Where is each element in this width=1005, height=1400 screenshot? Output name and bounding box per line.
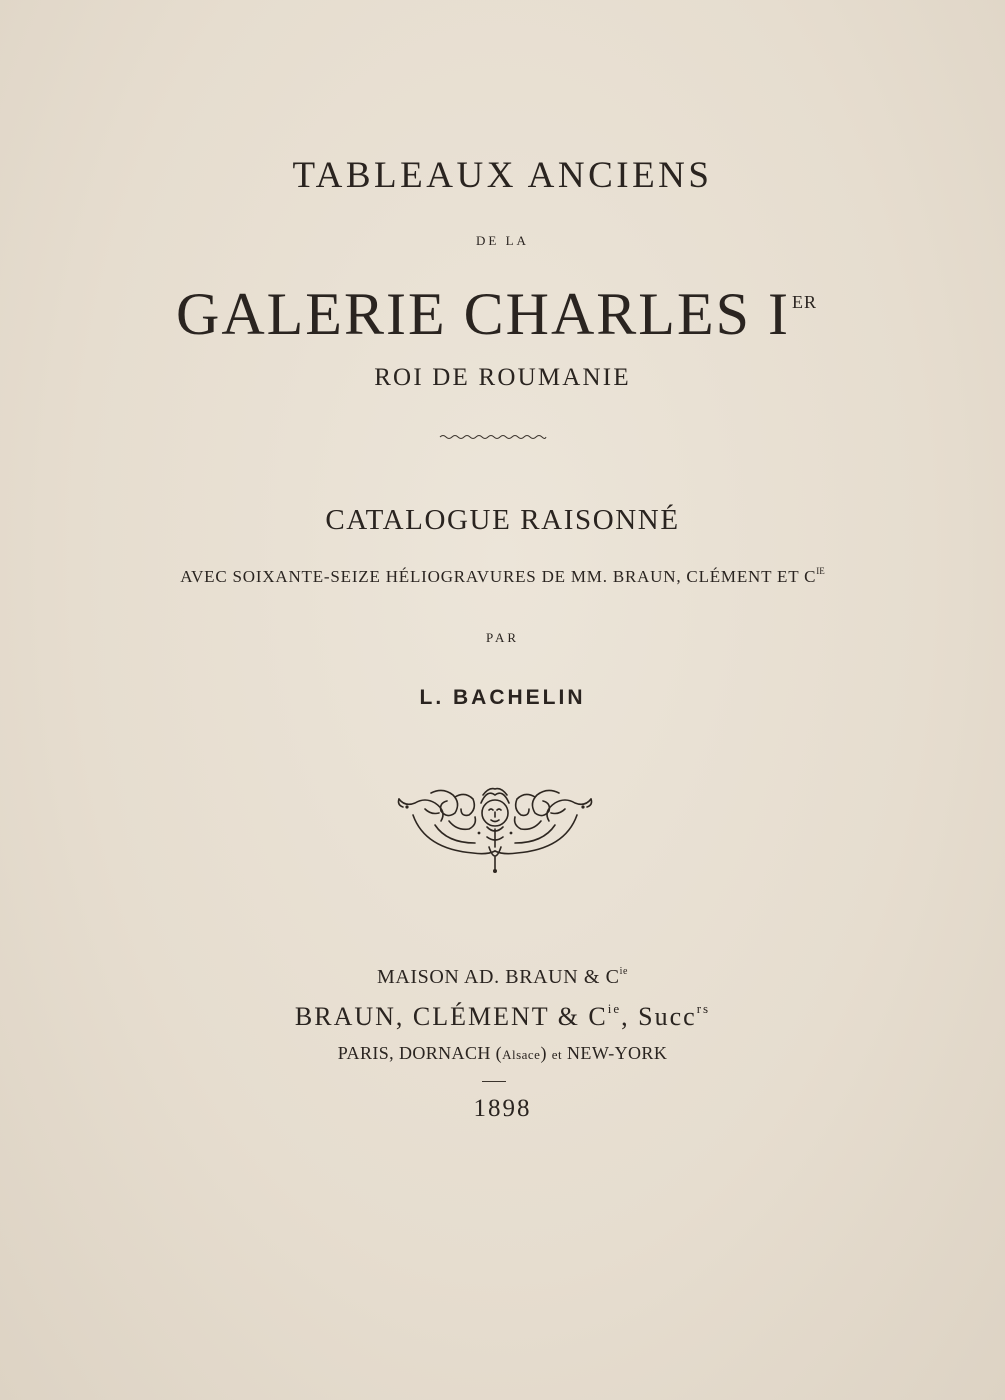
publication-year: 1898 — [473, 1095, 532, 1122]
maison-text: MAISON AD. BRAUN & C — [376, 966, 620, 988]
publisher-line-cities — [0, 1043, 1005, 1064]
succ-superscript: rs — [696, 1001, 711, 1016]
catalogue-description — [0, 566, 1005, 587]
title-line-tableaux: TABLEAUX ANCIENS — [292, 155, 713, 196]
title-line-de-la: DE LA — [476, 233, 529, 248]
publisher-line-maison — [0, 966, 1005, 989]
title-line-galerie — [0, 280, 999, 349]
author-name: L. BACHELIN — [419, 686, 586, 709]
alsace-text: Alsace — [502, 1047, 541, 1062]
galerie-text: GALERIE CHARLES I — [176, 281, 790, 347]
cities-text-a: PARIS, DORNACH ( — [337, 1043, 503, 1063]
cities-text-b: ) — [540, 1043, 552, 1063]
et-text: et — [551, 1047, 563, 1062]
braun-clement-text: BRAUN, CLÉMENT & C — [294, 1002, 608, 1031]
braun-clement-superscript: ie — [607, 1001, 622, 1016]
succ-text: , Succ — [621, 1002, 697, 1031]
catalogue-heading: CATALOGUE RAISONNÉ — [325, 504, 680, 536]
cities-text-c: NEW-YORK — [562, 1043, 668, 1063]
title-line-roi: ROI DE ROUMANIE — [374, 364, 631, 391]
description-superscript: IE — [816, 566, 825, 576]
floral-ornament-icon — [395, 785, 595, 875]
maison-superscript: ie — [619, 966, 628, 977]
publisher-line-braun-clement — [0, 1001, 1005, 1032]
galerie-superscript: ER — [791, 292, 817, 312]
short-rule — [482, 1081, 506, 1082]
description-text: AVEC SOIXANTE-SEIZE HÉLIOGRAVURES DE MM. BRAUN, CLÉMENT ET C — [180, 567, 817, 586]
par-label: PAR — [485, 630, 520, 645]
wavy-rule-icon — [438, 432, 548, 442]
